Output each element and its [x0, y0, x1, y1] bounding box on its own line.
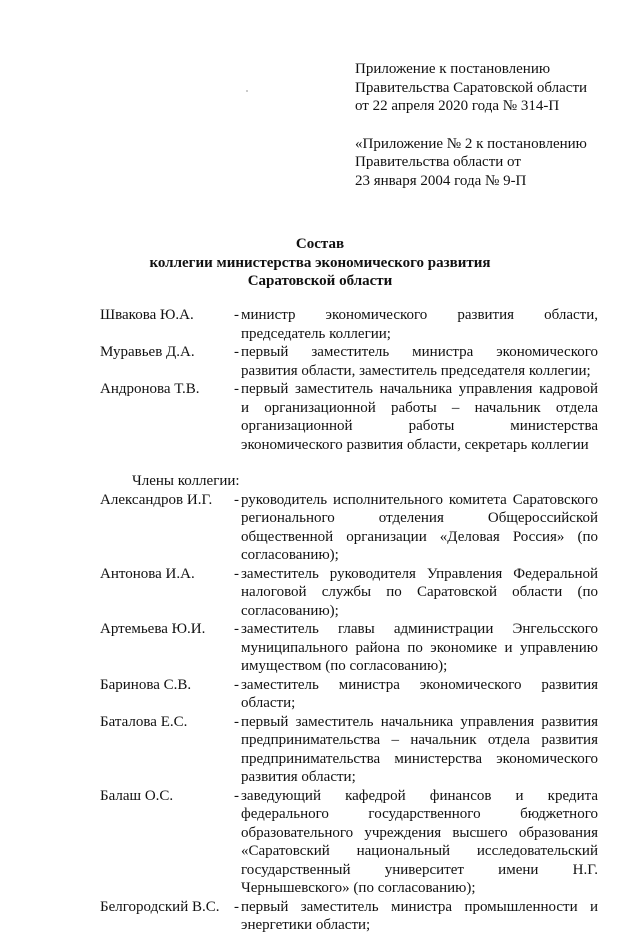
member-role: министр экономического развития области, председатель коллегии;	[241, 307, 598, 342]
title-line: коллегии министерства экономического развития	[149, 254, 491, 271]
entry-dash: -	[234, 344, 239, 360]
member-name: Баталова Е.С.	[100, 713, 188, 730]
member-role: первый заместитель министра экономического развития области, заместитель председателя коллегии;	[241, 344, 598, 379]
member-role: первый заместитель министра промышленности и энергетики области;	[241, 898, 598, 933]
header-line: Правительства области от	[355, 154, 521, 170]
entry-dash: -	[234, 676, 239, 693]
member-role: заместитель главы администрации Энгельсского муниципального района по экономике и управлению имуществом (по согласованию);	[241, 621, 598, 674]
entry-dash: -	[234, 898, 239, 915]
entry-dash: -	[234, 621, 239, 637]
title-line: Состав	[295, 236, 345, 252]
member-name: Андронова Т.В.	[100, 381, 200, 397]
member-name: Баринова С.В.	[100, 676, 192, 693]
members-heading: Члены коллегии:	[132, 473, 240, 489]
roster-entry	[0, 713, 640, 787]
entry-dash: -	[234, 307, 239, 323]
entry-dash: -	[234, 787, 239, 804]
roster-entry	[0, 306, 640, 343]
roster-entry	[0, 343, 640, 380]
entry-dash: -	[234, 381, 239, 397]
member-name: Антонова И.А.	[100, 565, 195, 582]
original-appendix-reference	[355, 135, 625, 191]
appendix-header	[355, 60, 625, 190]
header-line: Правительства Саратовской области	[355, 79, 588, 96]
header-line: Приложение к постановлению	[355, 61, 551, 77]
header-line: от 22 апреля 2020 года № 314-П	[355, 98, 560, 114]
member-name: Александров И.Г.	[100, 491, 213, 508]
member-name: Балаш О.С.	[100, 787, 174, 804]
member-role: первый заместитель начальника управления развития предпринимательства – начальник отдела развития предпринимательства министерства экономического развития области;	[241, 713, 598, 785]
entry-dash: -	[234, 565, 239, 582]
member-role: заместитель министра экономического развития области;	[241, 676, 598, 711]
member-role: первый заместитель начальника управления кадровой и организационной работы – начальник отдела организационной работы министерства экономического развития области, секретарь коллегии	[241, 381, 598, 453]
entry-dash: -	[234, 491, 239, 508]
member-role: руководитель исполнительного комитета Саратовского регионального отделения Общероссийской общественной организации «Деловая Россия» (по согласованию);	[241, 491, 598, 563]
header-line: «Приложение № 2 к постановлению	[355, 135, 587, 152]
roster-entry	[0, 787, 640, 898]
roster-entry	[0, 380, 640, 454]
member-name: Артемьева Ю.И.	[100, 621, 206, 637]
member-name: Муравьев Д.А.	[100, 344, 195, 360]
appendix-reference	[355, 60, 625, 116]
roster-entry	[0, 565, 640, 621]
member-role: заведующий кафедрой финансов и кредита федерального государственного бюджетного образовательного учреждения высшего образования «Саратовский национальный исследовательский государственный университет имени Н.Г. Чернышевского» (по согласованию);	[241, 787, 598, 896]
member-role: заместитель руководителя Управления Федеральной налоговой службы по Саратовской области (по согласованию);	[241, 565, 598, 619]
document-title	[0, 235, 640, 291]
roster-entry	[0, 898, 640, 935]
entry-dash: -	[234, 713, 239, 730]
roster-entry	[0, 491, 640, 565]
member-name: Швакова Ю.А.	[100, 307, 194, 323]
roster-entry	[0, 620, 640, 676]
member-name: Белгородский В.С.	[100, 898, 220, 915]
roster-entry	[0, 676, 640, 713]
scan-speck	[246, 90, 248, 92]
header-line: 23 января 2004 года № 9-П	[355, 172, 527, 189]
board-roster	[0, 306, 640, 935]
title-line: Саратовской области	[247, 273, 393, 289]
